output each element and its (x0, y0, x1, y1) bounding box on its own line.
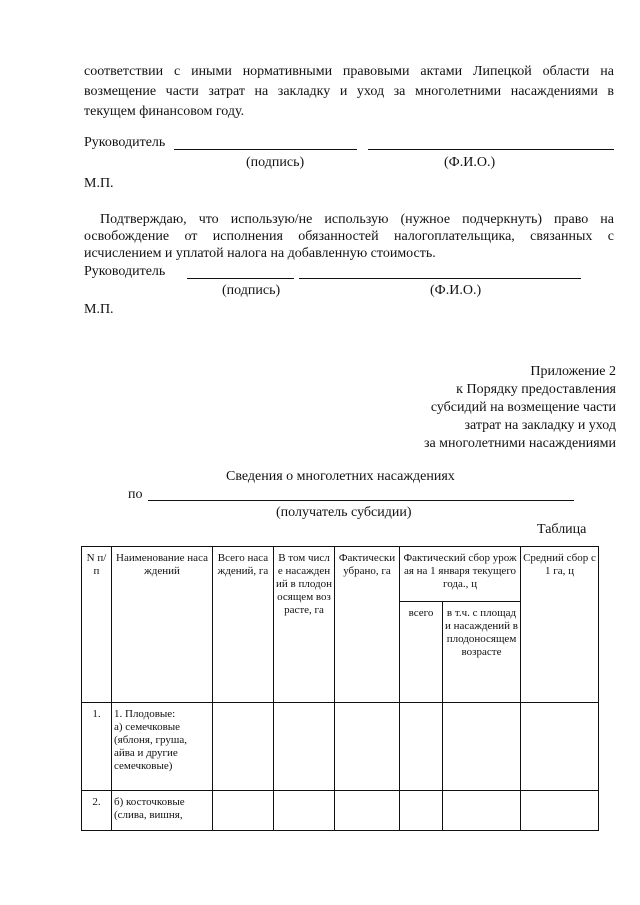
row-num: 1. (82, 703, 112, 791)
top-paragraph-line-1: соответствии с иными нормативными правовыми актами Липецкой области на (84, 64, 614, 79)
fio-caption: (Ф.И.О.) (444, 155, 496, 170)
fio-line-2 (299, 278, 581, 279)
row-name-line: а) семечковые (114, 721, 181, 733)
recipient-caption: (получатель субсидии) (276, 505, 412, 520)
stamp-label-2: М.П. (84, 302, 114, 317)
recipient-line (148, 500, 574, 501)
header-num: N п/п (82, 547, 112, 703)
top-paragraph-line-2: возмещение части затрат на закладку и уход за многолетними насаждениями в (84, 84, 614, 99)
appendix-line-4: затрат на закладку и уход (464, 418, 616, 433)
confirm-line-3: исчислением и уплатой налога на добавленную стоимость. (84, 246, 436, 261)
row-cell (443, 703, 521, 791)
header-avg: Средний сбор с 1 га, ц (521, 547, 599, 703)
head-label-2: Руководитель (84, 264, 166, 279)
head-label: Руководитель (84, 135, 166, 150)
signature-line-2 (187, 278, 294, 279)
table-header-row (82, 547, 599, 602)
row-cell (443, 791, 521, 831)
row-cell (274, 703, 335, 791)
header-yield: Фактический сбор урожая на 1 января текущего года., ц (400, 547, 521, 602)
table-row (82, 703, 599, 791)
header-yield-fruiting: в т.ч. с площади насаждений в плодоносящем возрасте (443, 602, 521, 703)
fio-caption-2: (Ф.И.О.) (430, 283, 482, 298)
row-name-line: б) косточковые (114, 796, 185, 808)
header-name: Наименование насаждений (112, 547, 213, 703)
row-cell (335, 703, 400, 791)
row-cell (400, 791, 443, 831)
appendix-line-5: за многолетними насаждениями (423, 436, 616, 451)
confirm-line-2: освобождение от исполнения обязанностей налогоплательщика, связанных с (84, 229, 614, 244)
row-cell (335, 791, 400, 831)
row-name (112, 791, 213, 831)
row-cell (400, 703, 443, 791)
row-num: 2. (82, 791, 112, 831)
row-cell (521, 703, 599, 791)
appendix-line-2: к Порядку предоставления (456, 382, 616, 397)
signature-line (174, 149, 357, 150)
row-name-line: айва и другие (114, 747, 178, 759)
row-cell (521, 791, 599, 831)
header-fruiting: В том числе насаждений в плодоносящем возрасте, га (274, 547, 335, 703)
fio-line (368, 149, 614, 150)
document-title: Сведения о многолетних насаждениях (226, 469, 455, 484)
header-total: Всего насаждений, га (213, 547, 274, 703)
signature-caption: (подпись) (246, 155, 305, 170)
by-label: по (128, 487, 143, 502)
row-name-line: семечковые) (114, 760, 173, 772)
table-label: Таблица (537, 522, 587, 537)
confirm-line-1: Подтверждаю, что использую/не использую (нужное подчеркнуть) право на (100, 212, 614, 227)
row-cell (213, 791, 274, 831)
row-name-line: 1. Плодовые: (114, 708, 176, 720)
row-cell (213, 703, 274, 791)
plantings-table (81, 546, 599, 831)
row-name-line: (слива, вишня, (114, 809, 183, 821)
appendix-line-3: субсидий на возмещение части (430, 400, 616, 415)
row-cell (274, 791, 335, 831)
row-name (112, 703, 213, 791)
appendix-line-1: Приложение 2 (530, 364, 616, 379)
header-harvested: Фактически убрано, га (335, 547, 400, 703)
table-row (82, 791, 599, 831)
header-yield-total: всего (400, 602, 443, 703)
signature-caption-2: (подпись) (222, 283, 281, 298)
top-paragraph-line-3: текущем финансовом году. (84, 104, 245, 119)
stamp-label: М.П. (84, 176, 114, 191)
row-name-line: (яблоня, груша, (114, 734, 187, 746)
